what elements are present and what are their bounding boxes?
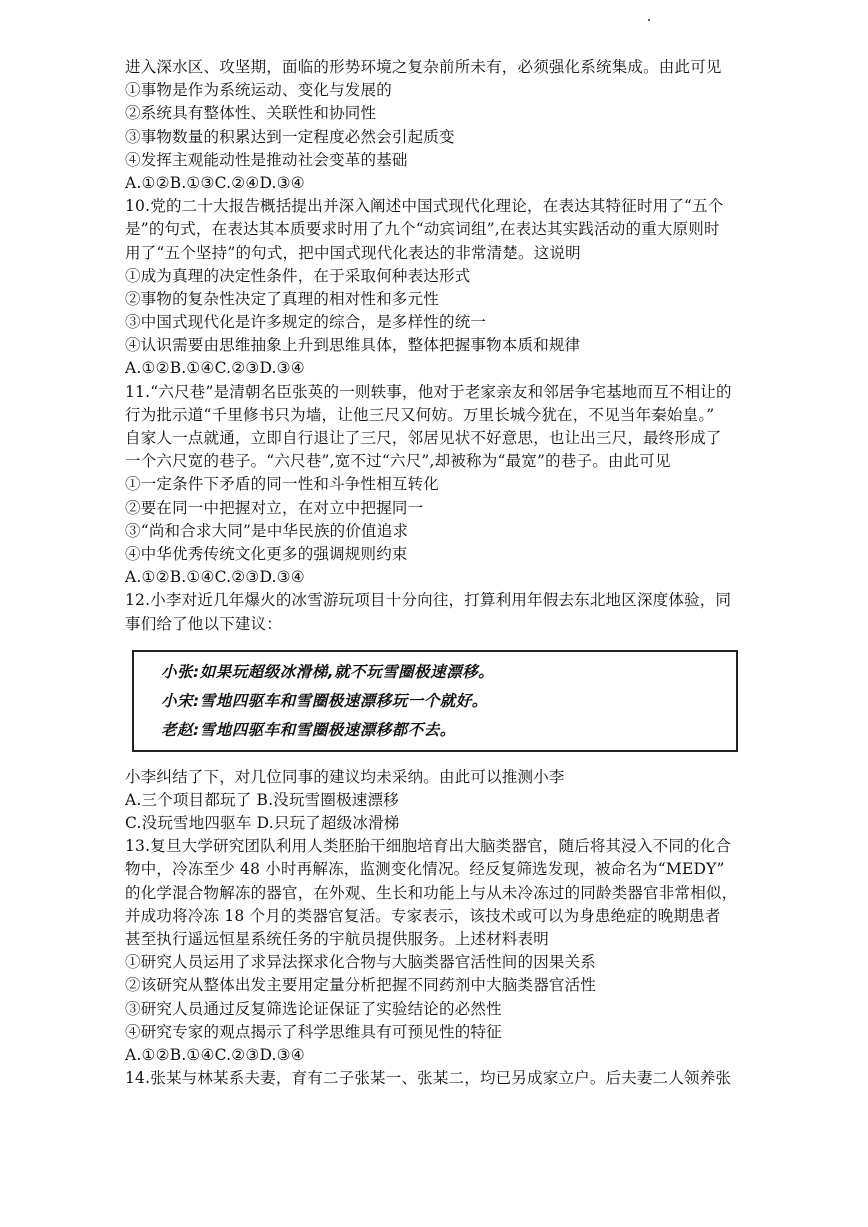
option-2: ②事物的复杂性决定了真理的相对性和多元性 [125,289,440,308]
question-text: 甚至执行遥远恒星系统任务的宇航员提供服务。上述材料表明 [125,930,549,948]
question-text: 11.“六尺巷”是清朝名臣张英的一则轶事，他对于老家亲友和邻居争宅基地而互不相让的 [125,382,732,401]
answer-choices: A.①②B.①④C.②③D.③④ [125,1045,305,1064]
suggestion-xiaosong: 小宋:雪地四驱车和雪圈极速漂移玩一个就好。 [161,691,488,710]
option-1: ①一定条件下矛盾的同一性和斗争性相互转化 [125,475,440,494]
question-11 [125,381,750,590]
option-3: ③研究人员通过反复筛选论证保证了实验结论的必然性 [125,999,502,1018]
option-3: ③事物数量的积累达到一定程度必然会引起质变 [125,127,455,146]
question-text: 并成功将冷冻 18 个月的类器官复活。专家表示，该技术或可以为身患绝症的晚期患者 [125,906,721,925]
option-1: ①研究人员运用了求异法探求化合物与大脑类器官活性间的因果关系 [125,953,597,972]
question-text: 进入深水区、攻坚期，面临的形势环境之复杂前所未有，必须强化系统集成。由此可见 [125,58,722,76]
question-text: 物中，冷冻至少 48 小时再解冻，监测变化情况。经反复筛选发现，被命名为“MEDY” [125,860,725,879]
option-2: ②系统具有整体性、关联性和协同性 [125,104,377,123]
option-1: ①成为真理的决定性条件，在于采取何种表达形式 [125,266,471,285]
question-text: 10.党的二十大报告概括提出并深入阐述中国式现代化理论，在表达其特征时用了“五个 [125,197,724,216]
question-text: 的化学混合物解冻的器官，在外观、生长和功能上与从未冷冻过的同龄类器官非常相似， [125,883,738,902]
question-text: 小李纠结了下，对几位同事的建议均未采纳。由此可以推测小李 [125,767,565,786]
option-4: ④中华优秀传统文化更多的强调规则约束 [125,544,408,563]
answer-choices: A.①②B.①③C.②④D.③④ [125,173,305,192]
option-2: ②要在同一中把握对立，在对立中把握同一 [125,498,424,517]
question-9-tail [125,56,750,195]
answer-choices: A.①②B.①④C.②③D.③④ [125,359,305,378]
question-text: 14.张某与林某系夫妻，育有二子张某一、张某二，均已另成家立户。后夫妻二人领养张 [125,1069,732,1088]
question-text: 是”的句式，在表达其本质要求时用了九个“动宾词组”,在表达其实践活动的重大原则时 [125,220,720,239]
question-14-head [125,1067,750,1090]
option-4: ④认识需要由思维抽象上升到思维具体，整体把握事物本质和规律 [125,336,581,355]
question-13 [125,835,750,1067]
suggestion-xiaozhang: 小张:如果玩超级冰滑梯,就不玩雪圈极速漂移。 [161,662,495,681]
question-10 [125,195,750,381]
question-text: 事们给了他以下建议： [125,614,283,633]
question-text: 用了“五个坚持”的句式，把中国式现代化表达的非常清楚。这说明 [125,243,581,262]
answer-choices-cd: C.没玩雪地四驱车 D.只玩了超级冰滑梯 [125,814,400,833]
scan-speck [648,19,650,21]
option-1: ①事物是作为系统运动、变化与发展的 [125,81,392,100]
option-4: ④发挥主观能动性是推动社会变革的基础 [125,150,408,169]
suggestion-box [132,650,738,752]
question-12 [125,589,750,835]
option-2: ②该研究从整体出发主要用定量分析把握不同药剂中大脑类器官活性 [125,976,597,995]
question-text: 13.复旦大学研究团队利用人类胚胎干细胞培育出大脑类器官，随后将其浸入不同的化合 [125,837,732,856]
suggestion-laozhao: 老赵:雪地四驱车和雪圈极速漂移都不去。 [161,720,456,739]
question-text: 一个六尺宽的巷子。“六尺巷”,宽不过“六尺”,却被称为“最宽”的巷子。由此可见 [125,452,671,471]
question-text: 12.小李对近几年爆火的冰雪游玩项目十分向往，打算利用年假去东北地区深度体验，同 [125,591,732,610]
option-3: ③中国式现代化是许多规定的综合，是多样性的统一 [125,313,487,332]
question-text: 行为批示道“千里修书只为墙，让他三尺又何妨。万里长城今犹在，不见当年秦始皇。” [125,405,715,424]
option-3: ③“尚和合求大同”是中华民族的价值追求 [125,521,409,540]
question-text: 自家人一点就通，立即自行退让了三尺，邻居见状不好意思，也让出三尺，最终形成了 [125,429,722,447]
answer-choices: A.①②B.①④C.②③D.③④ [125,568,305,587]
option-4: ④研究专家的观点揭示了科学思维具有可预见性的特征 [125,1022,502,1041]
answer-choices-ab: A.三个项目都玩了 B.没玩雪圈极速漂移 [125,790,399,809]
exam-page [125,56,750,1090]
